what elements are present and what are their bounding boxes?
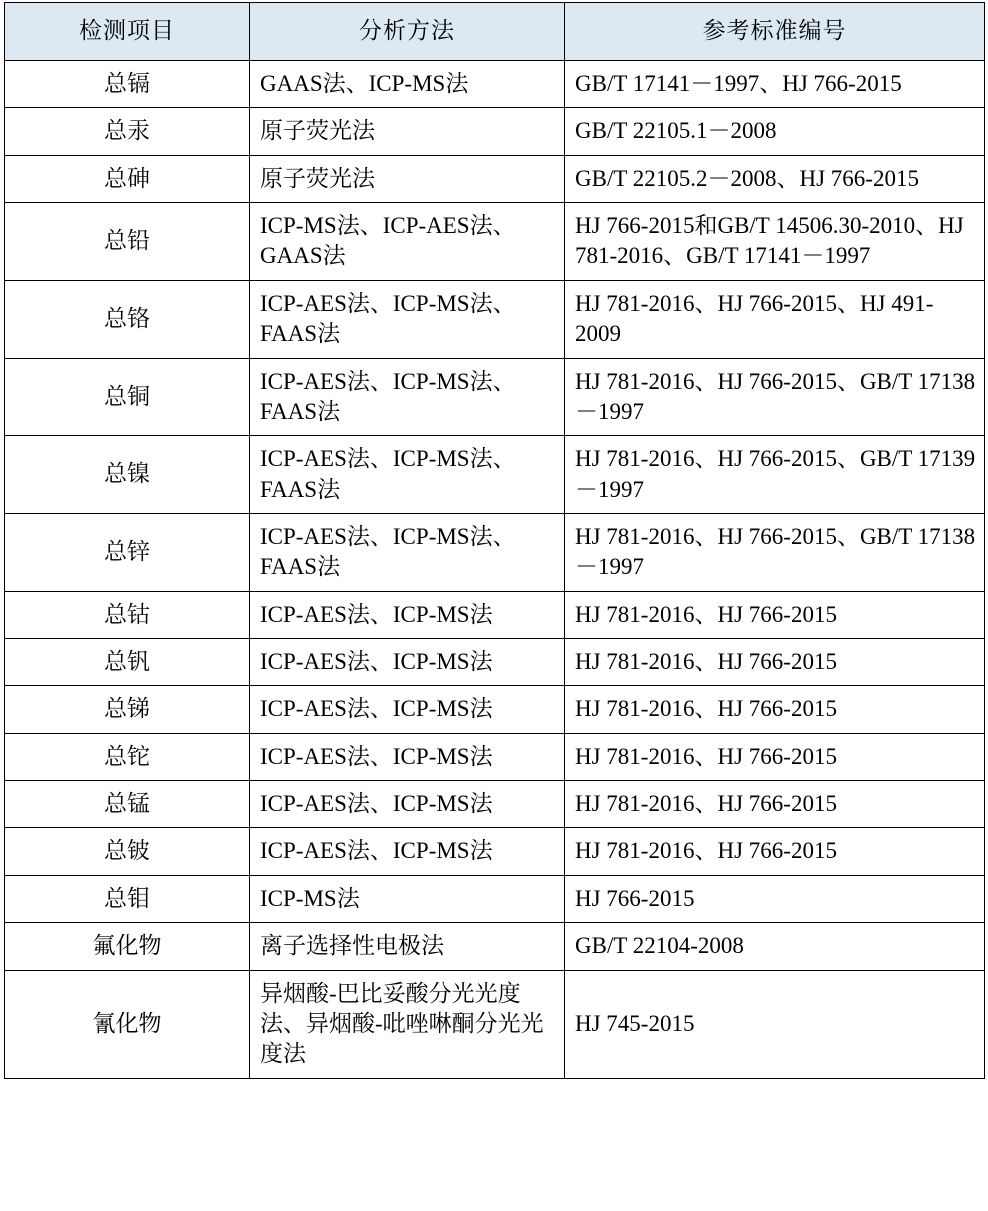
table-row: [5, 781, 985, 828]
cell-analysis-method: GAAS法、ICP-MS法: [250, 61, 565, 108]
cell-analysis-method: 原子荧光法: [250, 108, 565, 155]
cell-reference-standard: HJ 745-2015: [565, 970, 985, 1078]
cell-analysis-method: ICP-AES法、ICP-MS法、FAAS法: [250, 513, 565, 591]
cell-analysis-method: ICP-AES法、ICP-MS法: [250, 828, 565, 875]
cell-reference-standard: HJ 766-2015: [565, 875, 985, 922]
table-row: [5, 513, 985, 591]
cell-reference-standard: HJ 781-2016、HJ 766-2015: [565, 686, 985, 733]
cell-detection-item: 总锑: [5, 686, 250, 733]
cell-detection-item: 总铍: [5, 828, 250, 875]
cell-detection-item: 总镉: [5, 61, 250, 108]
cell-detection-item: 总钴: [5, 591, 250, 638]
cell-reference-standard: HJ 781-2016、HJ 766-2015、GB/T 17139－1997: [565, 436, 985, 514]
cell-detection-item: 总铜: [5, 358, 250, 436]
cell-detection-item: 总钒: [5, 639, 250, 686]
table-row: [5, 61, 985, 108]
cell-analysis-method: 原子荧光法: [250, 155, 565, 202]
cell-reference-standard: GB/T 22105.2－2008、HJ 766-2015: [565, 155, 985, 202]
cell-reference-standard: HJ 781-2016、HJ 766-2015: [565, 639, 985, 686]
column-header-standard: 参考标准编号: [565, 3, 985, 61]
table-row: [5, 828, 985, 875]
table-row: [5, 108, 985, 155]
table-body: [5, 61, 985, 1079]
cell-reference-standard: GB/T 22104-2008: [565, 923, 985, 970]
cell-reference-standard: HJ 781-2016、HJ 766-2015: [565, 828, 985, 875]
cell-reference-standard: HJ 781-2016、HJ 766-2015、HJ 491-2009: [565, 280, 985, 358]
cell-detection-item: 总汞: [5, 108, 250, 155]
detection-methods-table: [4, 2, 985, 1079]
table-row: [5, 358, 985, 436]
cell-reference-standard: HJ 781-2016、HJ 766-2015、GB/T 17138－1997: [565, 513, 985, 591]
table-row: [5, 280, 985, 358]
table-row: [5, 639, 985, 686]
cell-detection-item: 氟化物: [5, 923, 250, 970]
table-row: [5, 970, 985, 1078]
cell-detection-item: 总铊: [5, 733, 250, 780]
cell-detection-item: 氰化物: [5, 970, 250, 1078]
cell-analysis-method: ICP-AES法、ICP-MS法: [250, 591, 565, 638]
cell-reference-standard: GB/T 22105.1－2008: [565, 108, 985, 155]
cell-detection-item: 总镍: [5, 436, 250, 514]
cell-reference-standard: HJ 781-2016、HJ 766-2015: [565, 591, 985, 638]
cell-analysis-method: ICP-AES法、ICP-MS法、FAAS法: [250, 280, 565, 358]
cell-analysis-method: 离子选择性电极法: [250, 923, 565, 970]
cell-detection-item: 总钼: [5, 875, 250, 922]
cell-reference-standard: HJ 781-2016、HJ 766-2015、GB/T 17138－1997: [565, 358, 985, 436]
table-row: [5, 923, 985, 970]
cell-analysis-method: ICP-AES法、ICP-MS法: [250, 639, 565, 686]
cell-detection-item: 总砷: [5, 155, 250, 202]
table-row: [5, 155, 985, 202]
table-row: [5, 686, 985, 733]
cell-analysis-method: ICP-AES法、ICP-MS法: [250, 733, 565, 780]
cell-analysis-method: ICP-MS法: [250, 875, 565, 922]
table-header: [5, 3, 985, 61]
table-row: [5, 436, 985, 514]
cell-analysis-method: 异烟酸-巴比妥酸分光光度法、异烟酸-吡唑啉酮分光光度法: [250, 970, 565, 1078]
cell-reference-standard: GB/T 17141－1997、HJ 766-2015: [565, 61, 985, 108]
table-row: [5, 591, 985, 638]
column-header-method: 分析方法: [250, 3, 565, 61]
cell-detection-item: 总铬: [5, 280, 250, 358]
column-header-item: 检测项目: [5, 3, 250, 61]
cell-analysis-method: ICP-AES法、ICP-MS法、FAAS法: [250, 436, 565, 514]
cell-detection-item: 总锌: [5, 513, 250, 591]
table-row: [5, 733, 985, 780]
table-row: [5, 875, 985, 922]
cell-analysis-method: ICP-AES法、ICP-MS法: [250, 686, 565, 733]
table-header-row: [5, 3, 985, 61]
table-row: [5, 203, 985, 281]
cell-reference-standard: HJ 781-2016、HJ 766-2015: [565, 733, 985, 780]
cell-analysis-method: ICP-AES法、ICP-MS法、FAAS法: [250, 358, 565, 436]
cell-reference-standard: HJ 766-2015和GB/T 14506.30-2010、HJ 781-2016、GB/T 17141－1997: [565, 203, 985, 281]
cell-analysis-method: ICP-MS法、ICP-AES法、GAAS法: [250, 203, 565, 281]
cell-detection-item: 总锰: [5, 781, 250, 828]
cell-analysis-method: ICP-AES法、ICP-MS法: [250, 781, 565, 828]
cell-detection-item: 总铅: [5, 203, 250, 281]
cell-reference-standard: HJ 781-2016、HJ 766-2015: [565, 781, 985, 828]
